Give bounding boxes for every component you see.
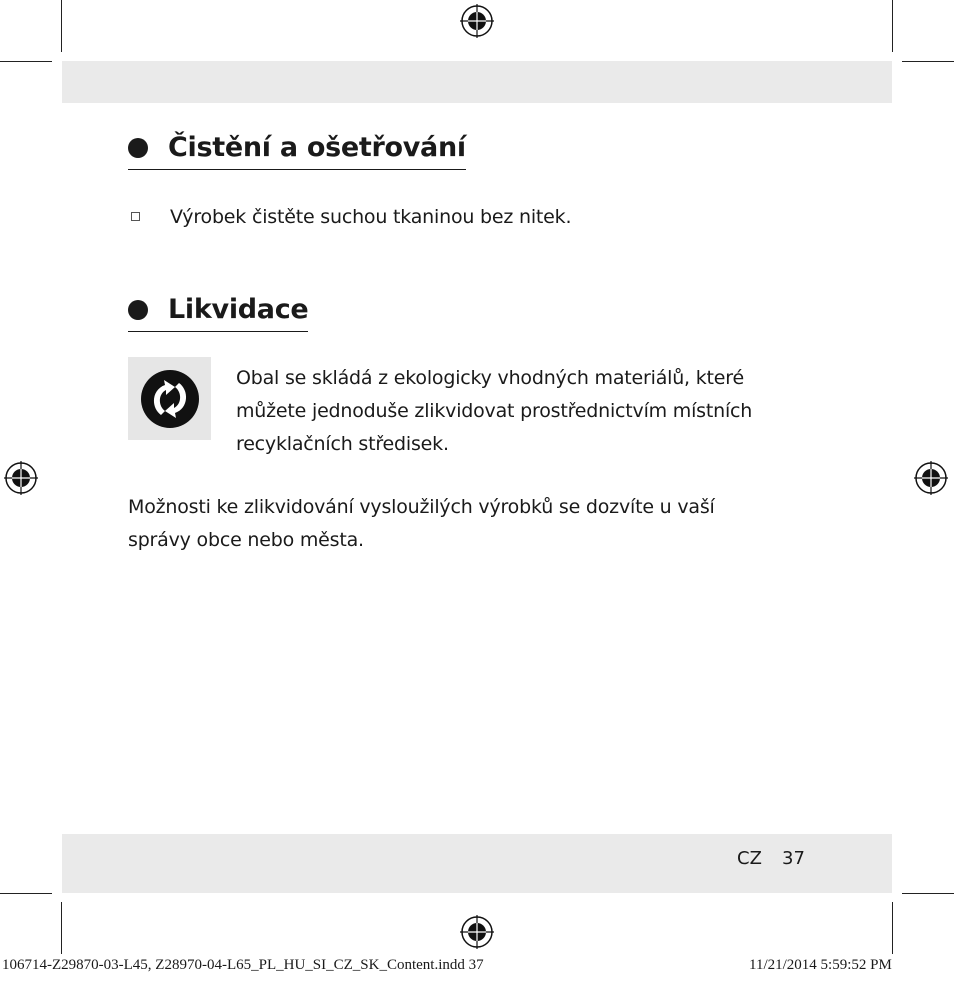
packaging-disposal-text: Obal se skládá z ekologicky vhodných materiálů, které můžete jednoduše zlikvidovat prostřednictvím místních recyklačních středisek.	[236, 367, 753, 455]
section-title: Čistění a ošetřování	[168, 132, 466, 163]
crop-mark	[902, 61, 954, 62]
registration-mark-icon	[4, 461, 38, 495]
crop-mark	[902, 893, 954, 894]
registration-mark-icon	[914, 461, 948, 495]
header-band	[62, 61, 892, 103]
crop-mark	[61, 902, 62, 954]
recycle-icon-box	[128, 357, 211, 440]
bullet-dot	[128, 300, 148, 320]
page-number: 37	[782, 848, 805, 869]
crop-mark	[0, 61, 52, 62]
disposal-paragraph: Možnosti ke zlikvidování vysloužilých výrobků se dozvíte u vaší správy obce nebo města.	[128, 496, 715, 551]
crop-mark	[0, 893, 52, 894]
section-heading-disposal	[128, 293, 308, 332]
section-heading-cleaning	[128, 131, 466, 170]
registration-mark-icon	[460, 915, 494, 949]
crop-mark	[61, 0, 62, 52]
checkbox-icon	[131, 212, 140, 221]
bullet-dot	[128, 138, 148, 158]
recycle-icon	[139, 368, 201, 430]
language-code: CZ	[737, 848, 762, 869]
crop-mark	[892, 0, 893, 52]
slug-datetime: 11/21/2014 5:59:52 PM	[749, 957, 892, 973]
footer-band	[62, 834, 892, 893]
list-item: Výrobek čistěte suchou tkaninou bez nitek.	[170, 206, 572, 228]
registration-mark-icon	[460, 4, 494, 38]
section-title: Likvidace	[168, 294, 309, 325]
crop-mark	[892, 902, 893, 954]
slug-filename: 106714-Z29870-03-L45, Z28970-04-L65_PL_HU_SI_CZ_SK_Content.indd 37	[2, 957, 484, 973]
